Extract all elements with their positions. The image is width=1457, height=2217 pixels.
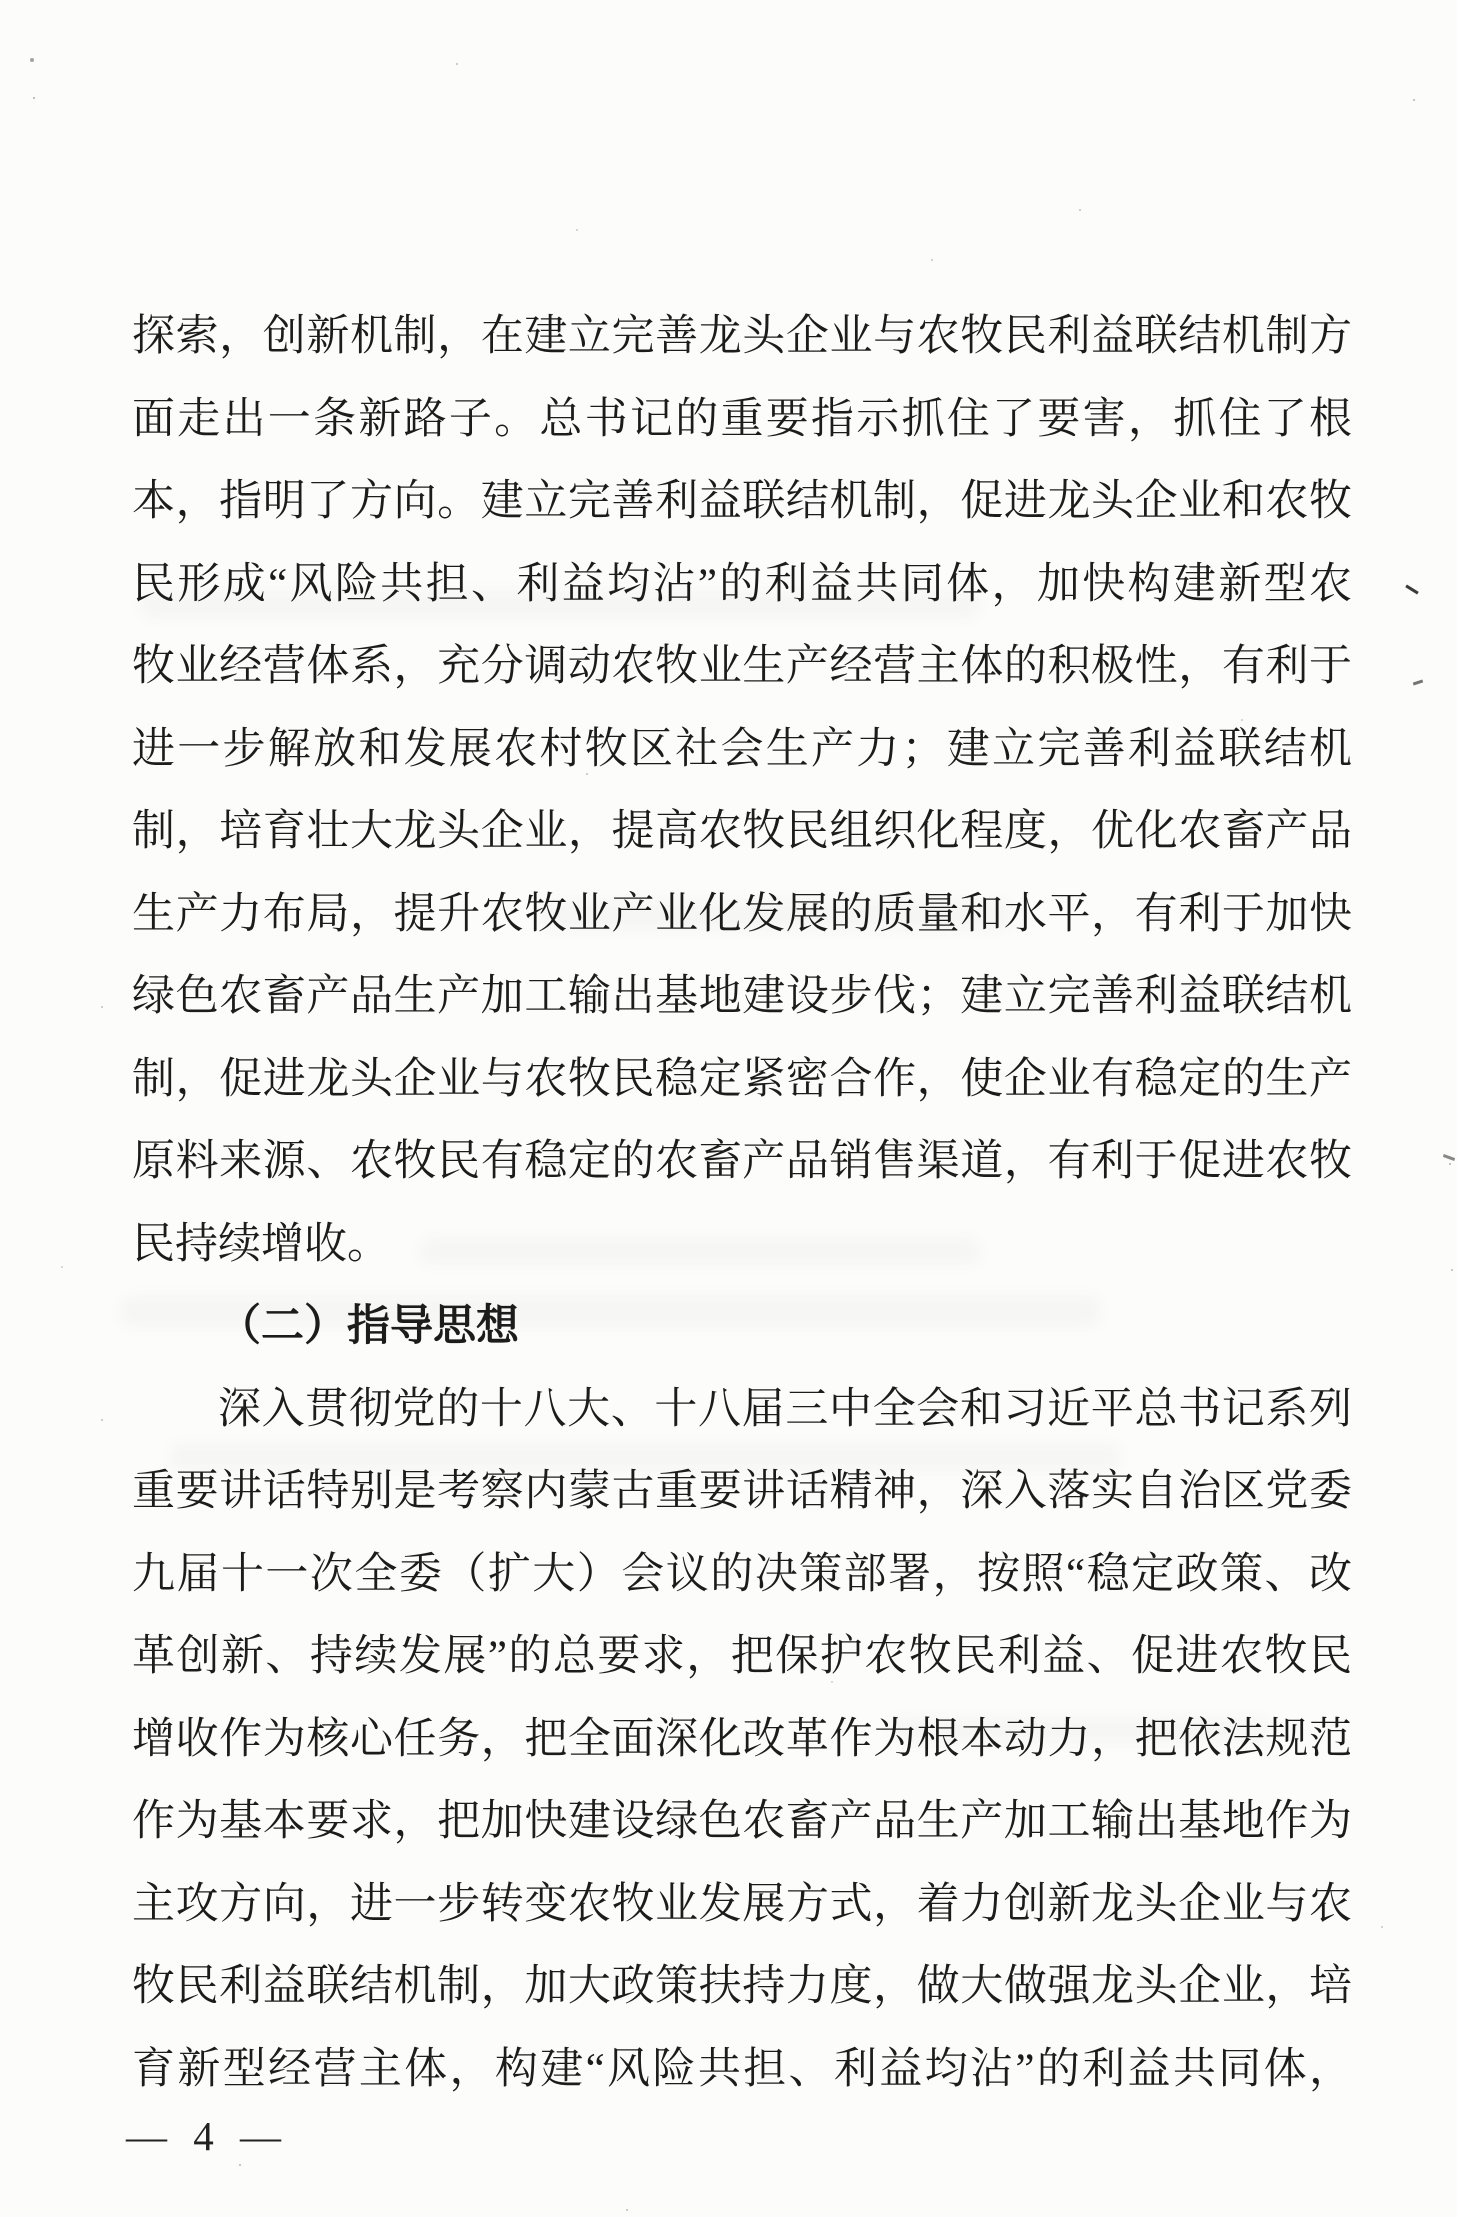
scan-artifact [1443,1154,1455,1161]
scan-artifact [1405,585,1418,595]
text-line-18: 增收作为核心任务，把全面深化改革作为根本动力，把依法规范 [132,1715,1352,1763]
text-line-14: 深入贯彻党的十八大、十八届三中全会和习近平总书记系列 [218,1385,1352,1433]
text-line-19: 作为基本要求，把加快建设绿色农畜产品生产加工输出基地作为 [132,1798,1352,1845]
text-line-16: 九届十一次全委（扩大）会议的决策部署，按照“稳定政策、改 [132,1550,1352,1598]
text-line-7: 制，培育壮大龙头企业，提高农牧民组织化程度，优化农畜产品 [132,808,1352,855]
text-line-22: 育新型经营主体，构建“风险共担、利益均沾”的利益共同体， [132,2045,1352,2093]
text-line-6: 进一步解放和发展农村牧区社会生产力；建立完善利益联结机 [132,725,1352,773]
text-line-5: 牧业经营体系，充分调动农牧业生产经营主体的积极性，有利于 [132,643,1352,690]
text-line-3: 本，指明了方向。建立完善利益联结机制，促进龙头企业和农牧 [132,478,1352,525]
text-line-21: 牧民利益联结机制，加大政策扶持力度，做大做强龙头企业，培 [132,1963,1352,2010]
text-line-10: 制，促进龙头企业与农牧民稳定紧密合作，使企业有稳定的生产 [132,1055,1352,1103]
text-line-20: 主攻方向，进一步转变农牧业发展方式，着力创新龙头企业与农 [132,1880,1352,1928]
text-line-2: 面走出一条新路子。总书记的重要指示抓住了要害，抓住了根 [132,395,1352,443]
text-line-11: 原料来源、农牧民有稳定的农畜产品销售渠道，有利于促进农牧 [132,1138,1352,1185]
text-line-4: 民形成“风险共担、利益均沾”的利益共同体，加快构建新型农 [132,560,1352,608]
text-line-17: 革创新、持续发展”的总要求，把保护农牧民利益、促进农牧民 [132,1633,1352,1680]
page-number: — 4 — [126,2113,289,2159]
document-body [132,296,1352,2111]
text-line-1: 探索，创新机制，在建立完善龙头企业与农牧民利益联结机制方 [132,313,1352,360]
scan-speckles [30,58,34,62]
text-line-12: 民持续增收。 [132,1220,390,1268]
text-line-13: （二）指导思想 [218,1303,519,1350]
text-line-15: 重要讲话特别是考察内蒙古重要讲话精神，深入落实自治区党委 [132,1468,1352,1515]
text-line-8: 生产力布局，提升农牧业产业化发展的质量和水平，有利于加快 [132,890,1352,938]
text-line-9: 绿色农畜产品生产加工输出基地建设步伐；建立完善利益联结机 [132,973,1352,1020]
scan-artifact [1413,680,1423,686]
